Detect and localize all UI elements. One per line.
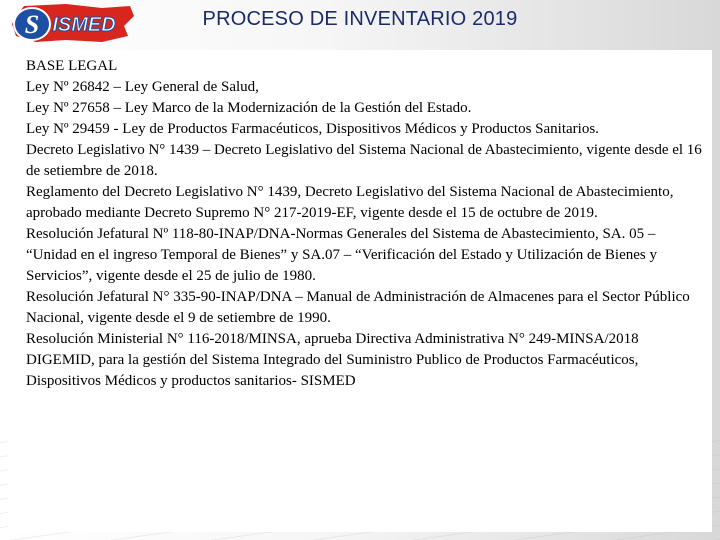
- slide-title: PROCESO DE INVENTARIO 2019: [202, 8, 518, 30]
- legal-item: Resolución Jefatural N° 335-90-INAP/DNA – Manual de Administración de Almacenes para el Sector Público Nacional, vigente desde el 9 de setiembre de 1990.: [26, 289, 690, 326]
- section-heading: BASE LEGAL: [26, 58, 118, 74]
- legal-item: Ley Nº 26842 – Ley General de Salud,: [26, 79, 259, 95]
- legal-item: Reglamento del Decreto Legislativo N° 1439, Decreto Legislativo del Sistema Nacional de Abastecimiento, aprobado mediante Decreto Supremo N° 217-2019-EF, vigente desde el 15 de octubre de 2019.: [26, 184, 674, 221]
- legal-item: Resolución Ministerial N° 116-2018/MINSA, aprueba Directiva Administrativa N° 249-MINSA/2018 DIGEMID, para la gestión del Sistema Integrado del Suministro Publico de Productos Farmacéuticos, Dispositivos Médicos y productos sanitarios- SISMED: [26, 331, 639, 389]
- content-panel: [8, 50, 712, 532]
- logo-wordmark: ISMED: [52, 14, 116, 36]
- legal-basis-text: [26, 56, 702, 392]
- legal-item: Ley Nº 27658 – Ley Marco de la Modernización de la Gestión del Estado.: [26, 100, 472, 116]
- sismed-logo: [6, 2, 136, 44]
- legal-item: Resolución Jefatural Nº 118-80-INAP/DNA-Normas Generales del Sistema de Abastecimiento, SA. 05 – “Unidad en el ingreso Temporal de Bienes” y SA.07 – “Verificación del Estado y Utilización de Bienes y Servicios”, vigente desde el 25 de julio de 1980.: [26, 226, 657, 284]
- logo-s-letter: S: [24, 10, 40, 39]
- legal-item: Ley Nº 29459 - Ley de Productos Farmacéuticos, Dispositivos Médicos y Productos Sanitarios.: [26, 121, 599, 137]
- legal-item: Decreto Legislativo N° 1439 – Decreto Legislativo del Sistema Nacional de Abastecimiento, vigente desde el 16 de setiembre de 2018.: [26, 142, 702, 179]
- slide-header: [0, 0, 720, 46]
